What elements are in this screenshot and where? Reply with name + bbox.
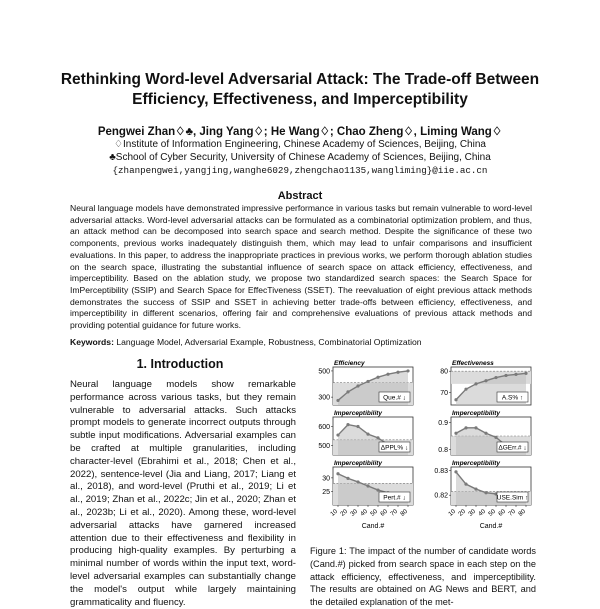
- affiliation-2: ♣School of Cyber Security, University of Chinese Academy of Sciences, Beijing, China: [109, 152, 491, 163]
- data-point: [474, 487, 477, 490]
- data-point: [376, 376, 379, 379]
- data-point: [346, 390, 349, 393]
- y-tick-label: 500: [318, 368, 330, 376]
- x-tick-label: 70: [507, 507, 517, 518]
- data-point: [474, 426, 477, 429]
- data-point: [356, 480, 359, 483]
- chart-title: Efficiency: [334, 360, 365, 367]
- data-point: [376, 436, 379, 439]
- chart-title: Imperceptibility: [452, 410, 501, 417]
- data-point: [406, 369, 409, 372]
- x-tick-label: 20: [457, 507, 467, 518]
- y-tick-label: 70: [440, 389, 448, 397]
- data-point: [336, 433, 339, 436]
- x-tick-label: 60: [379, 507, 389, 518]
- x-axis-label: Cand.#: [361, 523, 385, 530]
- data-point: [454, 470, 457, 473]
- data-point: [504, 374, 507, 377]
- data-point: [366, 433, 369, 436]
- x-tick-label: 80: [517, 507, 527, 518]
- x-axis-label: Cand.#: [479, 523, 503, 530]
- data-point: [356, 384, 359, 387]
- data-point: [356, 425, 359, 428]
- legend-label: ΔGErr.# ↓: [498, 444, 527, 452]
- data-point: [484, 432, 487, 435]
- keywords-text: Language Model, Adversarial Example, Robustness, Combinatorial Optimization: [116, 337, 422, 347]
- x-tick-label: 40: [477, 507, 487, 518]
- chart-title: Imperceptibility: [334, 460, 383, 467]
- paper-title-line-2: Efficiency, Effectiveness, and Imperceptibility: [132, 91, 468, 108]
- y-tick-label: 80: [440, 368, 448, 376]
- x-tick-label: 10: [447, 507, 457, 518]
- introduction-text: Neural language models show remarkable performance across various tasks, but they remain vulnerable to adversarial attacks. Such attacks prompt models to generate incorrect outputs through subtle input modifications. Adversarial examples can be crafted at multiple granularities, including character-level (Ebrahimi et al., 2018; Chen et al., 2022), sentence-level (Jia and Liang, 2017; Liang et al., 2018), and word-level (Pruthi et al., 2019; Li et al., 2019; Zhan et al., 2022c; Jin et al., 2020; Zhan et al., 2023b; Li et al., 2020). Among these, word-level adversarial attacks have garnered increased attention due to their effectiveness and flexibility in producing high-quality examples. By perturbing a minimal number of words within the input text, word-level adversarial examples can substantially change the model's output while largely maintaining grammaticality and fluency.: [70, 379, 296, 608]
- affiliation-1: ♢Institute of Information Engineering, Chinese Academy of Sciences, Beijing, China: [114, 139, 486, 150]
- figure-1-caption: Figure 1: The impact of the number of candidate words (Cand.#) picked from search space in each step on the attack efficiency, effectiveness, and imperceptibility. The results are obtained on AG News and BERT, and the detailed explanation of the met-: [310, 546, 536, 608]
- data-point: [396, 371, 399, 374]
- data-point: [524, 372, 527, 375]
- data-point: [464, 388, 467, 391]
- x-tick-label: 30: [467, 507, 477, 518]
- x-tick-label: 40: [359, 507, 369, 518]
- abstract-heading: Abstract: [277, 190, 323, 202]
- data-point: [386, 373, 389, 376]
- x-tick-label: 50: [487, 507, 497, 518]
- figure-1-charts: [308, 357, 538, 543]
- chart-title: Effectiveness: [452, 360, 494, 367]
- chart-title: Imperceptibility: [452, 460, 501, 467]
- data-point: [464, 426, 467, 429]
- y-tick-label: 0.82: [434, 492, 448, 500]
- introduction-heading: 1. Introduction: [136, 357, 224, 371]
- data-point: [484, 491, 487, 494]
- data-point: [514, 373, 517, 376]
- x-tick-label: 80: [399, 507, 409, 518]
- keywords-label: Keywords:: [70, 337, 114, 347]
- y-tick-label: 0.83: [434, 468, 448, 476]
- data-point: [346, 423, 349, 426]
- x-tick-label: 50: [369, 507, 379, 518]
- paper-title-line-1: Rethinking Word-level Adversarial Attack: The Trade-off Between: [60, 71, 540, 88]
- data-point: [366, 484, 369, 487]
- author-emails: {zhanpengwei,yangjing,wanghe6029,zhengchao1135,wangliming}@iie.ac.cn: [112, 165, 488, 176]
- y-tick-label: 25: [322, 488, 330, 496]
- data-point: [376, 488, 379, 491]
- legend-label: Que.# ↓: [383, 394, 406, 402]
- data-point: [464, 483, 467, 486]
- x-tick-label: 30: [349, 507, 359, 518]
- legend-label: ΔPPL% ↓: [380, 444, 409, 452]
- y-tick-label: 0.9: [438, 419, 448, 427]
- data-point: [454, 432, 457, 435]
- abstract-text: Neural language models have demonstrated impressive performance in various tasks but remain vulnerable to word-level adversarial attacks. Word-level adversarial attacks can be formulated as a combinatorial optimization problem, and thus, an attack method can be decomposed into search space and search method. Despite the significance of these two components, previous works inadequately distinguish them, which may lead to unfair comparisons and insufficient evaluations. In this paper, to address the inappropriate practices in previous works, we perform thorough ablation studies on the search space, illustrating the substantial influence of search space on attack efficiency, effectiveness, and imperceptibility. Based on the ablation study, we propose two standardized search spaces: the Search Space for ImPerceptibility (SSIP) and Search Space for EffecTiveness (SSET). The reevaluation of eight previous attack methods demonstrates the success of SSIP and SSET in achieving better trade-offs between efficiency, effectiveness, and imperceptibility in different scenarios, offering fair and comprehensive evaluations of previous attack methods and providing potential guidance for future works.: [70, 203, 532, 331]
- data-point: [454, 398, 457, 401]
- data-point: [494, 436, 497, 439]
- x-tick-label: 20: [339, 507, 349, 518]
- y-tick-label: 0.8: [438, 447, 448, 455]
- data-point: [484, 379, 487, 382]
- author-list: Pengwei Zhan♢♣, Jing Yang♢; He Wang♢; Chao Zheng♢, Liming Wang♢: [97, 126, 503, 138]
- data-point: [474, 382, 477, 385]
- data-point: [494, 376, 497, 379]
- x-tick-label: 70: [389, 507, 399, 518]
- y-tick-label: 600: [318, 424, 330, 431]
- data-point: [336, 399, 339, 402]
- data-point: [366, 380, 369, 383]
- data-point: [346, 477, 349, 480]
- y-tick-label: 30: [322, 475, 330, 483]
- y-tick-label: 500: [318, 443, 330, 450]
- y-tick-label: 300: [318, 394, 330, 402]
- keywords-line: [70, 337, 532, 347]
- data-point: [336, 472, 339, 475]
- x-tick-label: 60: [497, 507, 507, 518]
- legend-label: Pert.# ↓: [383, 494, 406, 502]
- chart-title: Imperceptibility: [334, 410, 383, 417]
- x-tick-label: 10: [329, 507, 339, 518]
- legend-label: A.S% ↑: [501, 394, 524, 402]
- legend-label: USE.Sim ↑: [496, 494, 529, 502]
